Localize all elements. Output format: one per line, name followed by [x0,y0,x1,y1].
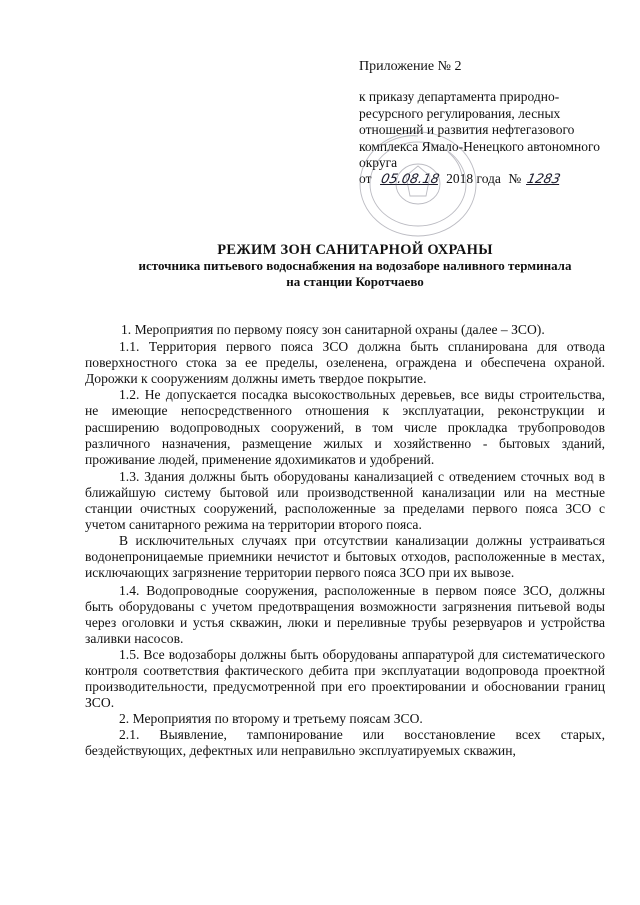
date-prefix: от [359,171,372,186]
paragraph-2-1: 2.1. Выявление, тампонирование или восстановление всех старых, бездействующих, дефектных или неправильно эксплуатируемых скважин, [85,727,605,759]
paragraph-1-3-exception: В исключительных случаях при отсутствии канализации должны устраиваться водонепроницаемые приемники нечистот и бытовых отходов, расположенные в местах, исключающих загрязнение территории первого пояса ЗСО при их вывозе. [85,533,605,581]
document-body [85,322,605,760]
order-year: 2018 года [446,171,501,186]
document-title: РЕЖИМ ЗОН САНИТАРНОЙ ОХРАНЫ [217,242,493,258]
paragraph-1-3: 1.3. Здания должны быть оборудованы канализацией с отведением сточных вод в ближайшую систему бытовой или производственной канализации или на местные станции очистных сооружений, расположенные за пределами первого пояса ЗСО с учетом санитарного режима на территории второго пояса. [85,468,605,533]
appendix-number: Приложение № 2 [359,59,462,74]
handwritten-number: 1283 [525,172,562,187]
number-sign: № [508,171,522,186]
order-date-line [359,170,619,189]
paragraph-1-5: 1.5. Все водозаборы должны быть оборудованы аппаратурой для систематического контроля соответствия фактического дебита при эксплуатации водопровода проектной производительности, предусмотренной при его проектировании и обосновании границ ЗСО. [85,646,605,711]
paragraph-2: 2. Мероприятия по второму и третьему поясам ЗСО. [119,711,423,727]
handwritten-date: 05.08.18 [379,172,441,187]
paragraph-1-1: 1.1. Территория первого пояса ЗСО должна быть спланирована для отвода поверхностного стока за ее пределы, озеленена, ограждена и обеспечена охраной. Дорожки к сооружениям должны иметь твердое покрытие. [85,339,605,387]
paragraph-1-4: 1.4. Водопроводные сооружения, расположенные в первом поясе ЗСО, должны быть оборудованы с учетом предотвращения возможности загрязнения питьевой воды через оголовки и устья скважин, люки и переливные трубы резервуаров и устройства заливки насосов. [85,582,605,646]
order-reference: к приказу департамента природно-ресурсного регулирования, лесных отношений и развития нефтегазового комплекса Ямало-Ненецкого автономного округа [359,89,600,170]
subtitle-line-2: на станции Коротчаево [286,274,424,289]
paragraph-1-2: 1.2. Не допускается посадка высокоствольных деревьев, все виды строительства, не имеющие непосредственного отношения к эксплуатации, реконструкции и расширению водопроводных сооружений, в том числе прокладка трубопроводов различного назначения, размещение жилых и хозяйственно - бытовых зданий, проживание людей, применение ядохимикатов и удобрений. [85,387,605,467]
subtitle-line-1: источника питьевого водоснабжения на водозаборе наливного терминала [138,258,572,273]
paragraph-1: 1. Мероприятия по первому поясу зон санитарной охраны (далее – ЗСО). [121,322,545,337]
document-subtitle [60,258,640,290]
